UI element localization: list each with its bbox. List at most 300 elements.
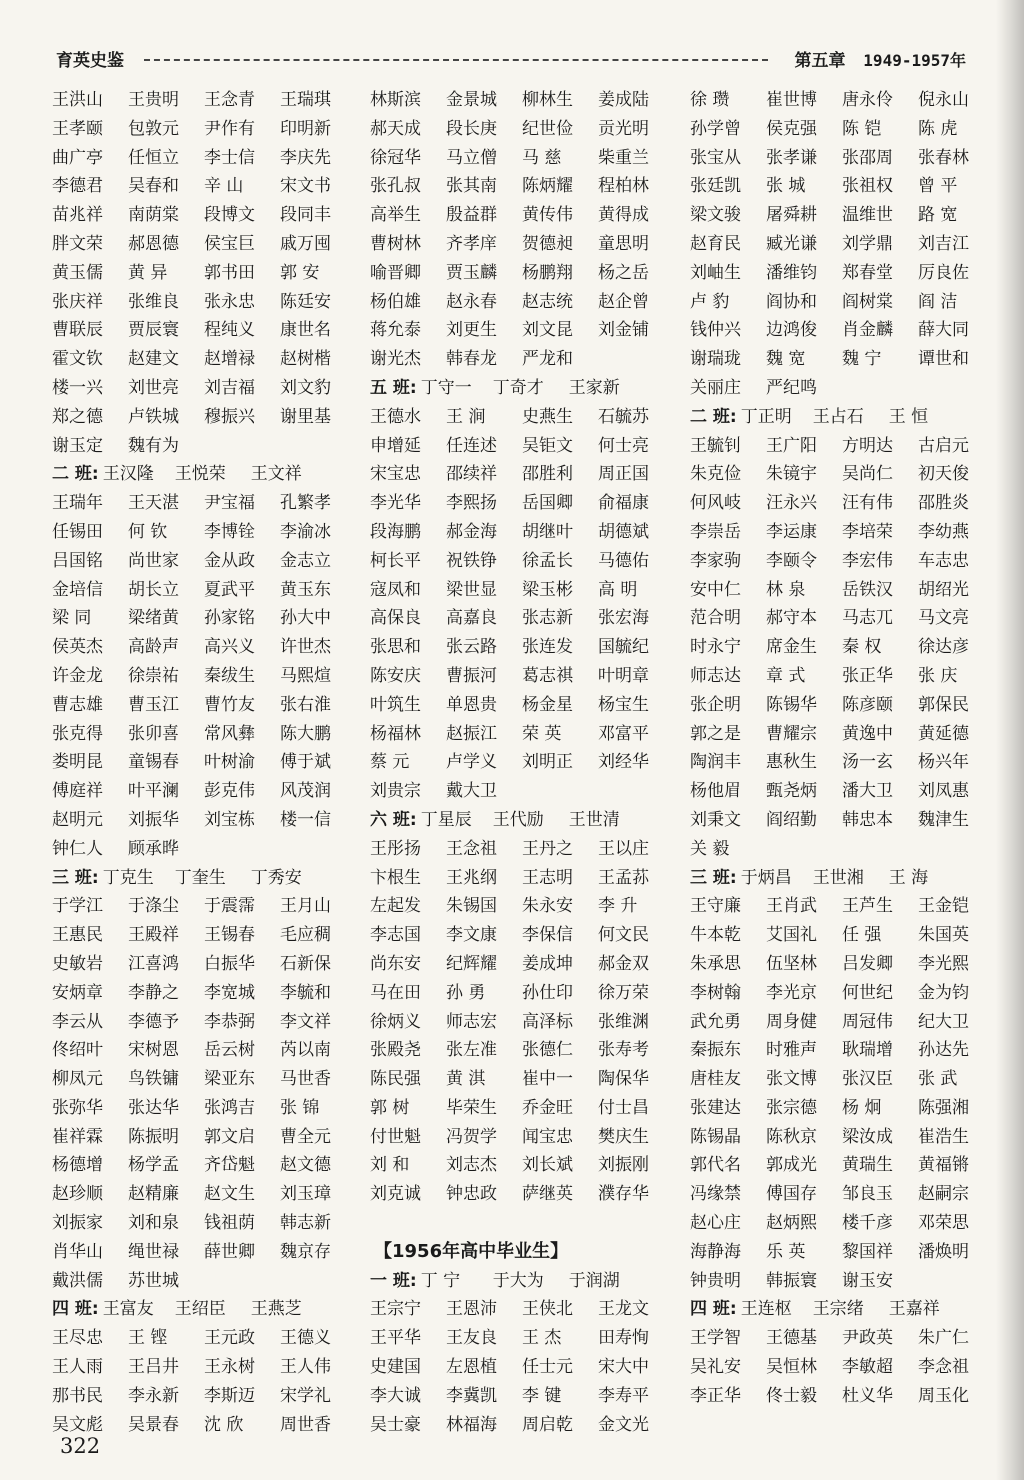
student-name: 王代励 [492,809,544,830]
student-name: 耿瑞增 [842,1040,893,1061]
student-name: 杨伯雄 [370,291,421,312]
student-name: 时雅声 [766,1040,817,1061]
name-row [690,201,994,230]
class-label: 二 班: [690,406,737,427]
student-name: 牛本乾 [690,925,741,946]
student-name: 韩志新 [280,1213,331,1234]
student-name: 张文博 [766,1069,817,1090]
student-name: 丁秀安 [250,867,302,888]
student-name: 李德予 [128,1011,179,1032]
student-name: 张鸿吉 [204,1097,255,1118]
student-name: 侯英杰 [52,637,103,658]
student-name: 殷益群 [446,205,497,226]
name-row [52,691,356,720]
student-name: 黄玉儒 [52,262,103,283]
student-name: 张汉臣 [842,1069,893,1090]
student-name: 肖华山 [52,1241,103,1262]
student-name: 王金铠 [918,896,969,917]
student-name: 黄福锵 [918,1155,969,1176]
student-name: 王惠民 [52,925,103,946]
student-name: 贾辰寰 [128,320,179,341]
student-name: 南荫棠 [128,205,179,226]
student-name: 高泽标 [522,1011,573,1032]
student-name: 王平华 [370,1328,421,1349]
student-name: 王德义 [280,1328,331,1349]
student-name: 何士亮 [598,435,649,456]
student-name: 孙仕印 [522,982,573,1003]
student-name: 钱仲兴 [690,320,741,341]
name-row [52,864,356,893]
student-name: 高 明 [598,579,638,600]
student-name: 王殿祥 [128,925,179,946]
student-name: 海静海 [690,1241,741,1262]
student-name: 夏武平 [204,579,255,600]
chapter-heading [795,46,966,71]
name-row [52,835,356,864]
student-name: 任 强 [842,925,882,946]
name-row [370,115,674,144]
student-name: 王彤扬 [370,838,421,859]
student-name: 彭克伟 [204,781,255,802]
student-name: 楼一信 [280,809,331,830]
student-name: 吕发卿 [842,953,893,974]
student-name: 刘长斌 [522,1155,573,1176]
student-name: 朱锡国 [446,896,497,917]
student-name: 刘振华 [128,809,179,830]
student-name: 李德君 [52,176,103,197]
student-name: 崔中一 [522,1069,573,1090]
name-column-right [690,86,994,1411]
name-row [690,172,994,201]
student-name: 刘秉文 [690,809,741,830]
student-name: 武允勇 [690,1011,741,1032]
name-row [370,835,674,864]
student-name: 杨他眉 [690,781,741,802]
student-name: 左起发 [370,896,421,917]
student-name: 王 恒 [888,406,929,427]
class-label: 四 班: [52,1299,99,1320]
student-name: 杨鹏翔 [522,262,573,283]
student-name: 叶树渝 [204,752,255,773]
student-name: 唐永伶 [842,90,893,110]
student-name: 郝金双 [598,953,649,974]
student-name: 梁汝成 [842,1126,893,1147]
student-name: 孙达先 [918,1040,969,1061]
name-row [52,489,356,518]
student-name: 李光华 [370,493,421,514]
student-name: 王肖武 [766,896,817,917]
class-label: 一 班: [370,1270,417,1291]
student-name: 陈炳耀 [522,176,573,197]
name-row [52,230,356,259]
student-name: 张廷凯 [690,176,741,197]
student-name: 张孝谦 [766,147,817,168]
student-name: 郑春堂 [842,262,893,283]
student-name: 王瑞年 [52,493,103,514]
section-title: 【1956年高中毕业生】 [374,1240,569,1262]
student-name: 陶润丰 [690,752,741,773]
student-name: 于震霈 [204,896,255,917]
student-name: 刘玉璋 [280,1184,331,1205]
student-name: 任连述 [446,435,497,456]
student-name: 傅庭祥 [52,781,103,802]
student-name: 古启元 [918,435,969,456]
student-name: 苗兆祥 [52,205,103,226]
name-row [52,720,356,749]
student-name: 张云路 [446,637,497,658]
student-name: 刘更生 [446,320,497,341]
student-name: 王天湛 [128,493,179,514]
student-name: 楼千彦 [842,1213,893,1234]
student-name: 席金生 [766,637,817,658]
page-header [56,46,966,72]
student-name: 徐 瓒 [690,90,730,110]
name-row [370,921,674,950]
student-name: 陈安庆 [370,665,421,686]
student-name: 楼一兴 [52,377,103,398]
student-name: 杨学孟 [128,1155,179,1176]
student-name: 孙 勇 [446,982,486,1003]
student-name: 谢玉定 [52,435,103,456]
student-name: 岳铁汉 [842,579,893,600]
student-name: 高保良 [370,608,421,629]
student-name: 王恩沛 [446,1299,497,1320]
student-name: 蔡 元 [370,752,410,773]
student-name: 关 毅 [690,838,730,859]
name-row [690,86,994,115]
name-row [52,547,356,576]
student-name: 李熙扬 [446,493,497,514]
name-row [52,1036,356,1065]
student-name: 姜成陆 [598,90,649,110]
student-name: 陈 虎 [918,118,958,139]
student-name: 岳国卿 [522,493,573,514]
student-name: 戴大卫 [446,781,497,802]
student-name: 程柏林 [598,176,649,197]
student-name: 王孟荪 [598,867,649,888]
student-name: 李博铨 [204,521,255,542]
name-row [690,1180,994,1209]
student-name: 李文康 [446,925,497,946]
student-name: 康世名 [280,320,331,341]
name-row [370,720,674,749]
student-name: 国毓纪 [598,637,649,658]
student-name: 赵振江 [446,723,497,744]
student-name: 车志忠 [918,550,969,571]
name-row [690,345,994,374]
student-name: 刘克诚 [370,1184,421,1205]
student-name: 周冠伟 [842,1011,893,1032]
student-name: 曹竹友 [204,694,255,715]
student-name: 赵建文 [128,349,179,370]
name-row [370,777,674,806]
student-name: 惠秋生 [766,752,817,773]
student-name: 王念青 [204,90,255,110]
student-name: 王广阳 [766,435,817,456]
name-row [690,1353,994,1382]
student-name: 卞根生 [370,867,421,888]
student-name: 黄瑞生 [842,1155,893,1176]
student-name: 石新保 [280,953,331,974]
class-label: 六 班: [370,809,417,830]
student-name: 濮存华 [598,1184,649,1205]
student-name: 李云从 [52,1011,103,1032]
student-name: 岳云树 [204,1040,255,1061]
student-name: 唐桂友 [690,1069,741,1090]
student-name: 刘文昆 [522,320,573,341]
student-name: 张达华 [128,1097,179,1118]
student-name: 毕荣生 [446,1097,497,1118]
student-name: 曹玉江 [128,694,179,715]
student-name: 李文祥 [280,1011,331,1032]
name-row [690,892,994,921]
student-name: 王家新 [568,377,620,398]
student-name: 曲广亭 [52,147,103,168]
student-name: 钟贵明 [690,1270,741,1291]
name-row [690,1324,994,1353]
student-name: 赵文德 [280,1155,331,1176]
student-name: 高兴义 [204,637,255,658]
student-name: 王吕井 [128,1357,179,1378]
student-name: 柯长平 [370,550,421,571]
student-name: 张寿考 [598,1040,649,1061]
student-name: 苏世城 [128,1270,179,1291]
student-name: 段长庚 [446,118,497,139]
student-name: 刘志杰 [446,1155,497,1176]
student-name: 娄明昆 [52,752,103,773]
student-name: 厉良佐 [918,262,969,283]
student-name: 付士昌 [598,1097,649,1118]
student-name: 潘焕明 [918,1241,969,1262]
student-name: 刘文豹 [280,377,331,398]
student-name: 李宽城 [204,982,255,1003]
student-name: 印明新 [280,118,331,139]
student-name: 钱祖荫 [204,1213,255,1234]
student-name: 申增延 [370,435,421,456]
student-name: 王人伟 [280,1357,331,1378]
student-name: 梁世显 [446,579,497,600]
student-name: 刘明正 [522,752,573,773]
student-name: 张建达 [690,1097,741,1118]
name-row [52,662,356,691]
name-row [52,604,356,633]
student-name: 李保信 [522,925,573,946]
student-name: 张邵周 [842,147,893,168]
name-row [690,115,994,144]
name-row [370,1151,674,1180]
student-name: 郝金海 [446,521,497,542]
name-row [690,604,994,633]
student-name: 陈彦颐 [842,694,893,715]
student-name: 黄逸中 [842,723,893,744]
name-row [52,115,356,144]
name-row [370,201,674,230]
student-name: 张右淮 [280,694,331,715]
name-row [690,460,994,489]
student-name: 金景城 [446,90,497,110]
name-row [370,662,674,691]
student-name: 徐孟长 [522,550,573,571]
student-name: 郭书田 [204,262,255,283]
student-name: 左恩植 [446,1357,497,1378]
student-name: 李士信 [204,147,255,168]
student-name: 时永宁 [690,637,741,658]
student-name: 李光熙 [918,953,969,974]
student-name: 边鸿俊 [766,320,817,341]
student-name: 李培荣 [842,521,893,542]
student-name: 童思明 [598,233,649,254]
name-row [52,576,356,605]
student-name: 马在田 [370,982,421,1003]
student-name: 穆振兴 [204,406,255,427]
name-row [370,1180,674,1209]
student-name: 尹政英 [842,1328,893,1349]
student-name: 徐万荣 [598,982,649,1003]
name-row [52,1065,356,1094]
name-row [370,604,674,633]
name-row [690,691,994,720]
name-row [52,1008,356,1037]
student-name: 胡继叶 [522,521,573,542]
student-name: 李 升 [598,896,638,917]
name-row [370,172,674,201]
student-name: 刘岫生 [690,262,741,283]
student-name: 冯缘禁 [690,1184,741,1205]
student-name: 于涤尘 [128,896,179,917]
name-row [52,374,356,403]
student-name: 梁绪黄 [128,608,179,629]
student-name: 薛大同 [918,320,969,341]
student-name: 林斯滨 [370,90,421,110]
header-divider [144,59,768,61]
student-name: 王人雨 [52,1357,103,1378]
student-name: 郝恩德 [128,233,179,254]
student-name: 张永忠 [204,291,255,312]
student-name: 梁 同 [52,608,92,629]
student-name: 郭 树 [370,1097,410,1118]
name-row [52,144,356,173]
student-name: 贡光明 [598,118,649,139]
student-name: 陈廷安 [280,291,331,312]
student-name: 刘学鼎 [842,233,893,254]
student-name: 马世香 [280,1069,331,1090]
student-name: 于大为 [492,1270,544,1291]
student-name: 郭成光 [766,1155,817,1176]
student-name: 金为钧 [918,982,969,1003]
name-row [52,777,356,806]
student-name: 高举生 [370,205,421,226]
student-name: 朱承思 [690,953,741,974]
student-name: 王龙文 [598,1299,649,1320]
student-name: 马德佑 [598,550,649,571]
student-name: 绳世禄 [128,1241,179,1262]
student-name: 丁星辰 [420,809,472,830]
name-row [52,921,356,950]
student-name: 赵炳熙 [766,1213,817,1234]
student-name: 陈锡华 [766,694,817,715]
name-row [370,374,674,403]
student-name: 何文民 [598,925,649,946]
student-name: 李幼燕 [918,521,969,542]
student-name: 黄得成 [598,205,649,226]
student-name: 屠舜耕 [766,205,817,226]
student-name: 王连枢 [740,1299,792,1320]
student-name: 邵胜利 [522,464,573,485]
student-name: 喻晋卿 [370,262,421,283]
name-row [52,892,356,921]
student-name: 陈秋京 [766,1126,817,1147]
class-label: 三 班: [52,867,99,888]
student-name: 马立僧 [446,147,497,168]
student-name: 章 式 [766,665,806,686]
student-name: 钟仁人 [52,838,103,859]
student-name: 吴钜文 [522,435,573,456]
student-name: 张克得 [52,723,103,744]
student-name: 马志兀 [842,608,893,629]
student-name: 李家驹 [690,550,741,571]
class-label: 四 班: [690,1299,737,1320]
chapter-label: 第五章 [794,51,846,71]
student-name: 陶保华 [598,1069,649,1090]
student-name: 马 慈 [522,147,562,168]
student-name: 张春林 [918,147,969,168]
student-name: 乔金旺 [522,1097,573,1118]
student-name: 赵文生 [204,1184,255,1205]
student-name: 赵育民 [690,233,741,254]
student-name: 王孝颐 [52,118,103,139]
student-name: 吕国铭 [52,550,103,571]
student-name: 郭代名 [690,1155,741,1176]
name-row [370,1209,674,1238]
student-name: 许世杰 [280,637,331,658]
student-name: 王以庄 [598,838,649,859]
student-name: 杨宝生 [598,694,649,715]
name-row [370,1353,674,1382]
student-name: 侯克强 [766,118,817,139]
student-name: 李光京 [766,982,817,1003]
student-name: 张宝从 [690,147,741,168]
student-name: 宋大中 [598,1357,649,1378]
student-name: 吴礼安 [690,1357,741,1378]
student-name: 王丹之 [522,838,573,859]
student-name: 赵精廉 [128,1184,179,1205]
student-name: 于学江 [52,896,103,917]
name-row [690,403,994,432]
student-name: 王洪山 [52,90,103,110]
student-name: 王毓钊 [690,435,741,456]
student-name: 吴尚仁 [842,464,893,485]
student-name: 任士元 [522,1357,573,1378]
student-name: 卢学义 [446,752,497,773]
student-name: 谢里基 [280,406,331,427]
student-name: 宋学礼 [280,1385,331,1406]
name-row [690,316,994,345]
student-name: 张宗德 [766,1097,817,1118]
student-name: 陈强湘 [918,1097,969,1118]
student-name: 赵心庄 [690,1213,741,1234]
name-row [370,892,674,921]
student-name: 秦振东 [690,1040,741,1061]
student-name: 吴景春 [128,1414,179,1435]
class-label: 三 班: [690,867,737,888]
name-row [52,1094,356,1123]
student-name: 贺德昶 [522,233,573,254]
name-row [370,1411,674,1440]
student-name: 张 锦 [280,1097,320,1118]
name-row [690,921,994,950]
student-name: 胖文荣 [52,233,103,254]
student-name: 李大诚 [370,1385,421,1406]
